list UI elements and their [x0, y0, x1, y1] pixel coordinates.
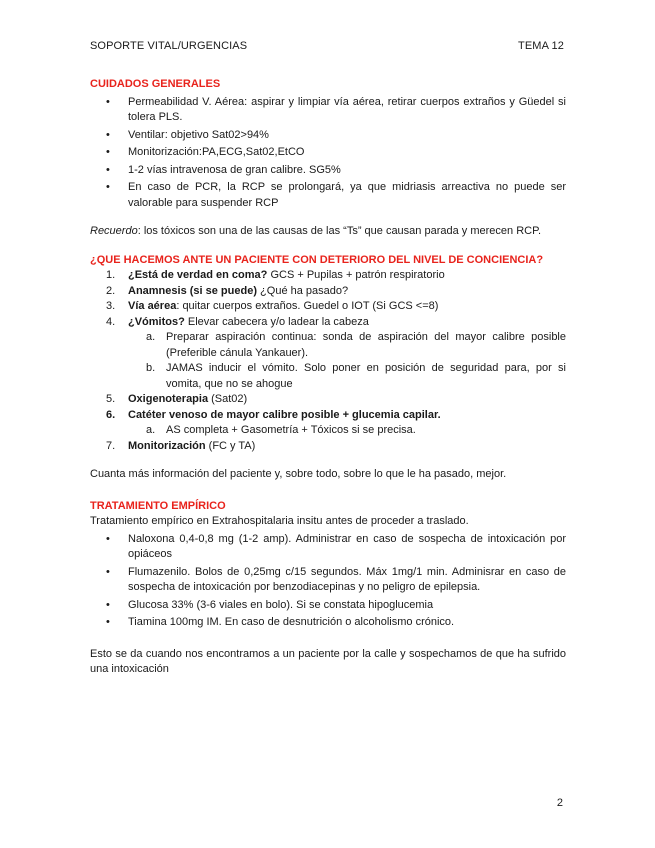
step-text: : quitar cuerpos extraños. Guedel o IOT (Si GCS <=8) — [176, 300, 439, 312]
step-number: 1. — [106, 269, 116, 281]
section-heading-conciencia: ¿QUE HACEMOS ANTE UN PACIENTE CON DETERIORO DEL NIVEL DE CONCIENCIA? — [90, 253, 544, 266]
substep-text: AS completa + Gasometría + Tóxicos si se precisa. — [166, 424, 416, 436]
cuidados-list — [90, 95, 566, 212]
step-item — [106, 299, 566, 315]
step-item — [106, 268, 566, 284]
list-item: • Permeabilidad V. Aérea: aspirar y limpiar vía aérea, retirar cuerpos extraños y Güedel si tolera PLS. — [128, 95, 566, 126]
substep-item — [146, 330, 566, 361]
step-item — [106, 284, 566, 300]
step-title: Monitorización — [128, 439, 206, 452]
page-content — [90, 77, 566, 678]
list-item: • Naloxona 0,4-0,8 mg (1-2 amp). Administrar en caso de sospecha de intoxicación por opiáceos — [128, 532, 566, 563]
page-number: 2 — [556, 797, 563, 809]
recuerdo-label: Recuerdo — [90, 225, 138, 237]
header-title: SOPORTE VITAL/URGENCIAS — [90, 40, 248, 52]
list-item: • Ventilar: objetivo Sat02>94% — [128, 128, 566, 144]
substep-text: Preparar aspiración continua: sonda de aspiración del mayor calibre posible (Preferible cánula Yankauer). — [166, 331, 566, 359]
step-text: (Sat02) — [208, 393, 248, 405]
step-number: 5. — [106, 393, 116, 405]
step-item — [106, 439, 566, 455]
list-item: • Flumazenilo. Bolos de 0,25mg c/15 segundos. Máx 1mg/1 min. Adminisrar en caso de sospecha de intoxicación por benzodiacepinas y no peligro de epilepsia. — [128, 565, 566, 596]
cateter-substeps — [128, 423, 566, 439]
step-number: 2. — [106, 284, 116, 297]
step-number: 7. — [106, 439, 116, 452]
list-item: • Monitorización:PA,ECG,Sat02,EtCO — [128, 145, 566, 161]
substep-letter: a. — [146, 424, 156, 436]
step-title: ¿Vómitos? — [128, 315, 185, 328]
list-item: • Tiamina 100mg IM. En caso de desnutrición o alcoholismo crónico. — [128, 615, 566, 631]
substep-item — [146, 423, 566, 439]
step-title: Anamnesis (si se puede) — [128, 284, 257, 297]
list-item: • Glucosa 33% (3-6 viales en bolo). Si se constata hipoglucemia — [128, 598, 566, 614]
tratamiento-list — [90, 532, 566, 631]
step-title: ¿Está de verdad en coma? — [128, 269, 268, 281]
step-item — [106, 408, 566, 439]
step-text: (FC y TA) — [205, 439, 256, 452]
step-item — [106, 315, 566, 393]
substep-letter: b. — [146, 362, 156, 374]
conciencia-steps — [90, 268, 566, 454]
conciencia-closing: Cuanta más información del paciente y, sobre todo, sobre lo que le ha pasado, mejor. — [90, 468, 507, 480]
substep-item — [146, 361, 566, 392]
step-text: ¿Qué ha pasado? — [257, 284, 349, 297]
header-topic: TEMA 12 — [518, 40, 564, 52]
step-number: 3. — [106, 300, 116, 312]
vomitos-substeps — [128, 330, 566, 392]
step-text: GCS + Pupilas + patrón respiratorio — [267, 269, 445, 281]
list-item: • 1-2 vías intravenosa de gran calibre. SG5% — [128, 163, 566, 179]
step-number: 6. — [106, 408, 116, 421]
step-item — [106, 392, 566, 408]
section-heading-tratamiento: TRATAMIENTO EMPÍRICO — [90, 499, 226, 512]
step-title: Vía aérea — [128, 300, 177, 312]
recuerdo-note — [90, 224, 566, 240]
step-number: 4. — [106, 315, 116, 328]
tratamiento-intro: Tratamiento empírico en Extrahospitalaria insitu antes de proceder a traslado. — [90, 515, 469, 527]
list-item: • En caso de PCR, la RCP se prolongará, ya que midriasis arreactiva no puede ser valorable para suspender RCP — [128, 180, 566, 211]
step-text: Elevar cabecera y/o ladear la cabeza — [184, 315, 369, 328]
substep-text: JAMAS inducir el vómito. Solo poner en posición de seguridad para, por si vomita, que no se ahogue — [166, 362, 566, 390]
recuerdo-text: : los tóxicos son una de las causas de las “Ts” que causan parada y merecen RCP. — [137, 225, 542, 237]
step-title: Catéter venoso de mayor calibre posible + glucemia capilar. — [128, 408, 441, 421]
section-heading-cuidados: CUIDADOS GENERALES — [90, 78, 221, 90]
tratamiento-closing: Esto se da cuando nos encontramos a un paciente por la calle y sospechamos de que ha sufrido una intoxicación — [90, 647, 566, 675]
step-title: Oxigenoterapia — [128, 393, 209, 405]
substep-letter: a. — [146, 331, 156, 343]
